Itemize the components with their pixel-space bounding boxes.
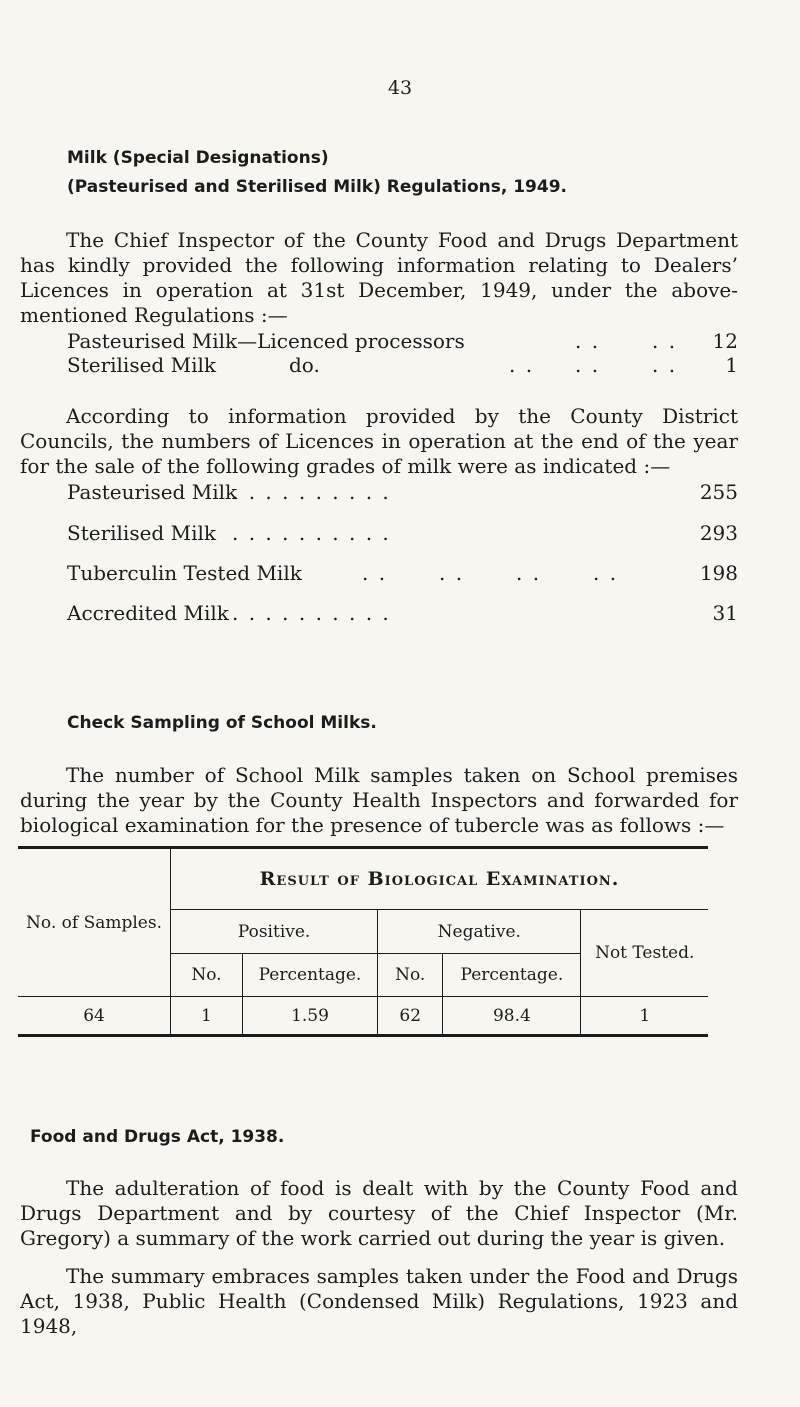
section1-title: Milk (Special Designations) <box>67 148 329 168</box>
grade-label: Pasteurised Milk <box>67 480 238 504</box>
licence-value: 12 <box>712 329 738 353</box>
section1-paragraph2: According to information provided by the County District Councils, the numbers of Licences in operation at the end of the year for the sale of the following grades of milk were as indicated :— <box>20 404 738 478</box>
grade-row <box>67 561 738 585</box>
licence-label: Sterilised Milk <box>67 353 216 377</box>
leader-dots: . . <box>652 353 678 377</box>
negative-no-cell: 62 <box>378 997 443 1036</box>
leader-dots: . . <box>593 561 619 585</box>
negative-pct-header: Percentage. <box>443 954 581 997</box>
table-row <box>18 997 708 1036</box>
result-header: Result of Biological Examination. <box>171 848 708 910</box>
col-positive-header: Positive. <box>171 910 378 954</box>
licence-row <box>67 329 738 353</box>
leader-dots: . . <box>516 561 542 585</box>
grade-label: Sterilised Milk <box>67 521 216 545</box>
grade-value: 198 <box>699 561 738 585</box>
section1-subtitle: (Pasteurised and Sterilised Milk) Regulations, 1949. <box>67 177 567 197</box>
grade-value: 31 <box>712 601 738 625</box>
section3-para2: The summary embraces samples taken under the Food and Drugs Act, 1938, Public Health (Condensed Milk) Regulations, 1923 and 1948, <box>20 1264 738 1338</box>
leader-dots: . . . . . . . . . . <box>232 521 391 545</box>
leader-dots: . . <box>575 353 601 377</box>
leader-dots: . . . . . . . . . . <box>232 601 391 625</box>
col-samples-header: No. of Samples. <box>18 848 171 997</box>
samples-cell: 64 <box>18 997 171 1036</box>
grade-row <box>67 601 738 625</box>
grade-value: 293 <box>699 521 738 545</box>
licence-value: 1 <box>725 353 738 377</box>
section2-intro: The number of School Milk samples taken on School premises during the year by the County Health Inspectors and forwarded for biological examination for the presence of tubercle was as follows :— <box>20 763 738 837</box>
grade-value: 255 <box>699 480 738 504</box>
grade-row <box>67 521 738 545</box>
leader-dots: . . <box>509 353 535 377</box>
leader-dots: . . <box>652 329 678 353</box>
section3-para1: The adulteration of food is dealt with by the County Food and Drugs Department and by courtesy of the Chief Inspector (Mr. Gregory) a summary of the work carried out during the year is given. <box>20 1176 738 1250</box>
col-not-tested-header: Not Tested. <box>581 910 708 997</box>
section1-intro: The Chief Inspector of the County Food and Drugs Department has kindly provided the following information relating to Dealers’ Licences in operation at 31st December, 1949, under the above-mentioned Regulations :— <box>20 228 738 327</box>
leader-dots: . . <box>362 561 388 585</box>
page-number: 43 <box>387 77 413 99</box>
col-negative-header: Negative. <box>378 910 581 954</box>
results-table <box>18 846 708 1037</box>
leader-dots: . . <box>439 561 465 585</box>
licence-ditto: do. <box>289 353 320 377</box>
leader-dots: . . <box>575 329 601 353</box>
positive-no-header: No. <box>171 954 243 997</box>
table-header-row <box>18 848 708 910</box>
licence-label: Pasteurised Milk—Licenced processors <box>67 329 465 353</box>
section2-title: Check Sampling of School Milks. <box>67 713 377 733</box>
positive-pct-cell: 1.59 <box>242 997 377 1036</box>
not-tested-cell: 1 <box>581 997 708 1036</box>
grade-row <box>67 480 738 504</box>
leader-dots: . . . . . . . . . . <box>232 480 391 504</box>
licence-row <box>67 353 738 377</box>
negative-pct-cell: 98.4 <box>443 997 581 1036</box>
grade-label: Accredited Milk <box>67 601 229 625</box>
positive-no-cell: 1 <box>171 997 243 1036</box>
section3-title: Food and Drugs Act, 1938. <box>30 1127 285 1147</box>
negative-no-header: No. <box>378 954 443 997</box>
grade-label: Tuberculin Tested Milk <box>67 561 302 585</box>
positive-pct-header: Percentage. <box>242 954 377 997</box>
